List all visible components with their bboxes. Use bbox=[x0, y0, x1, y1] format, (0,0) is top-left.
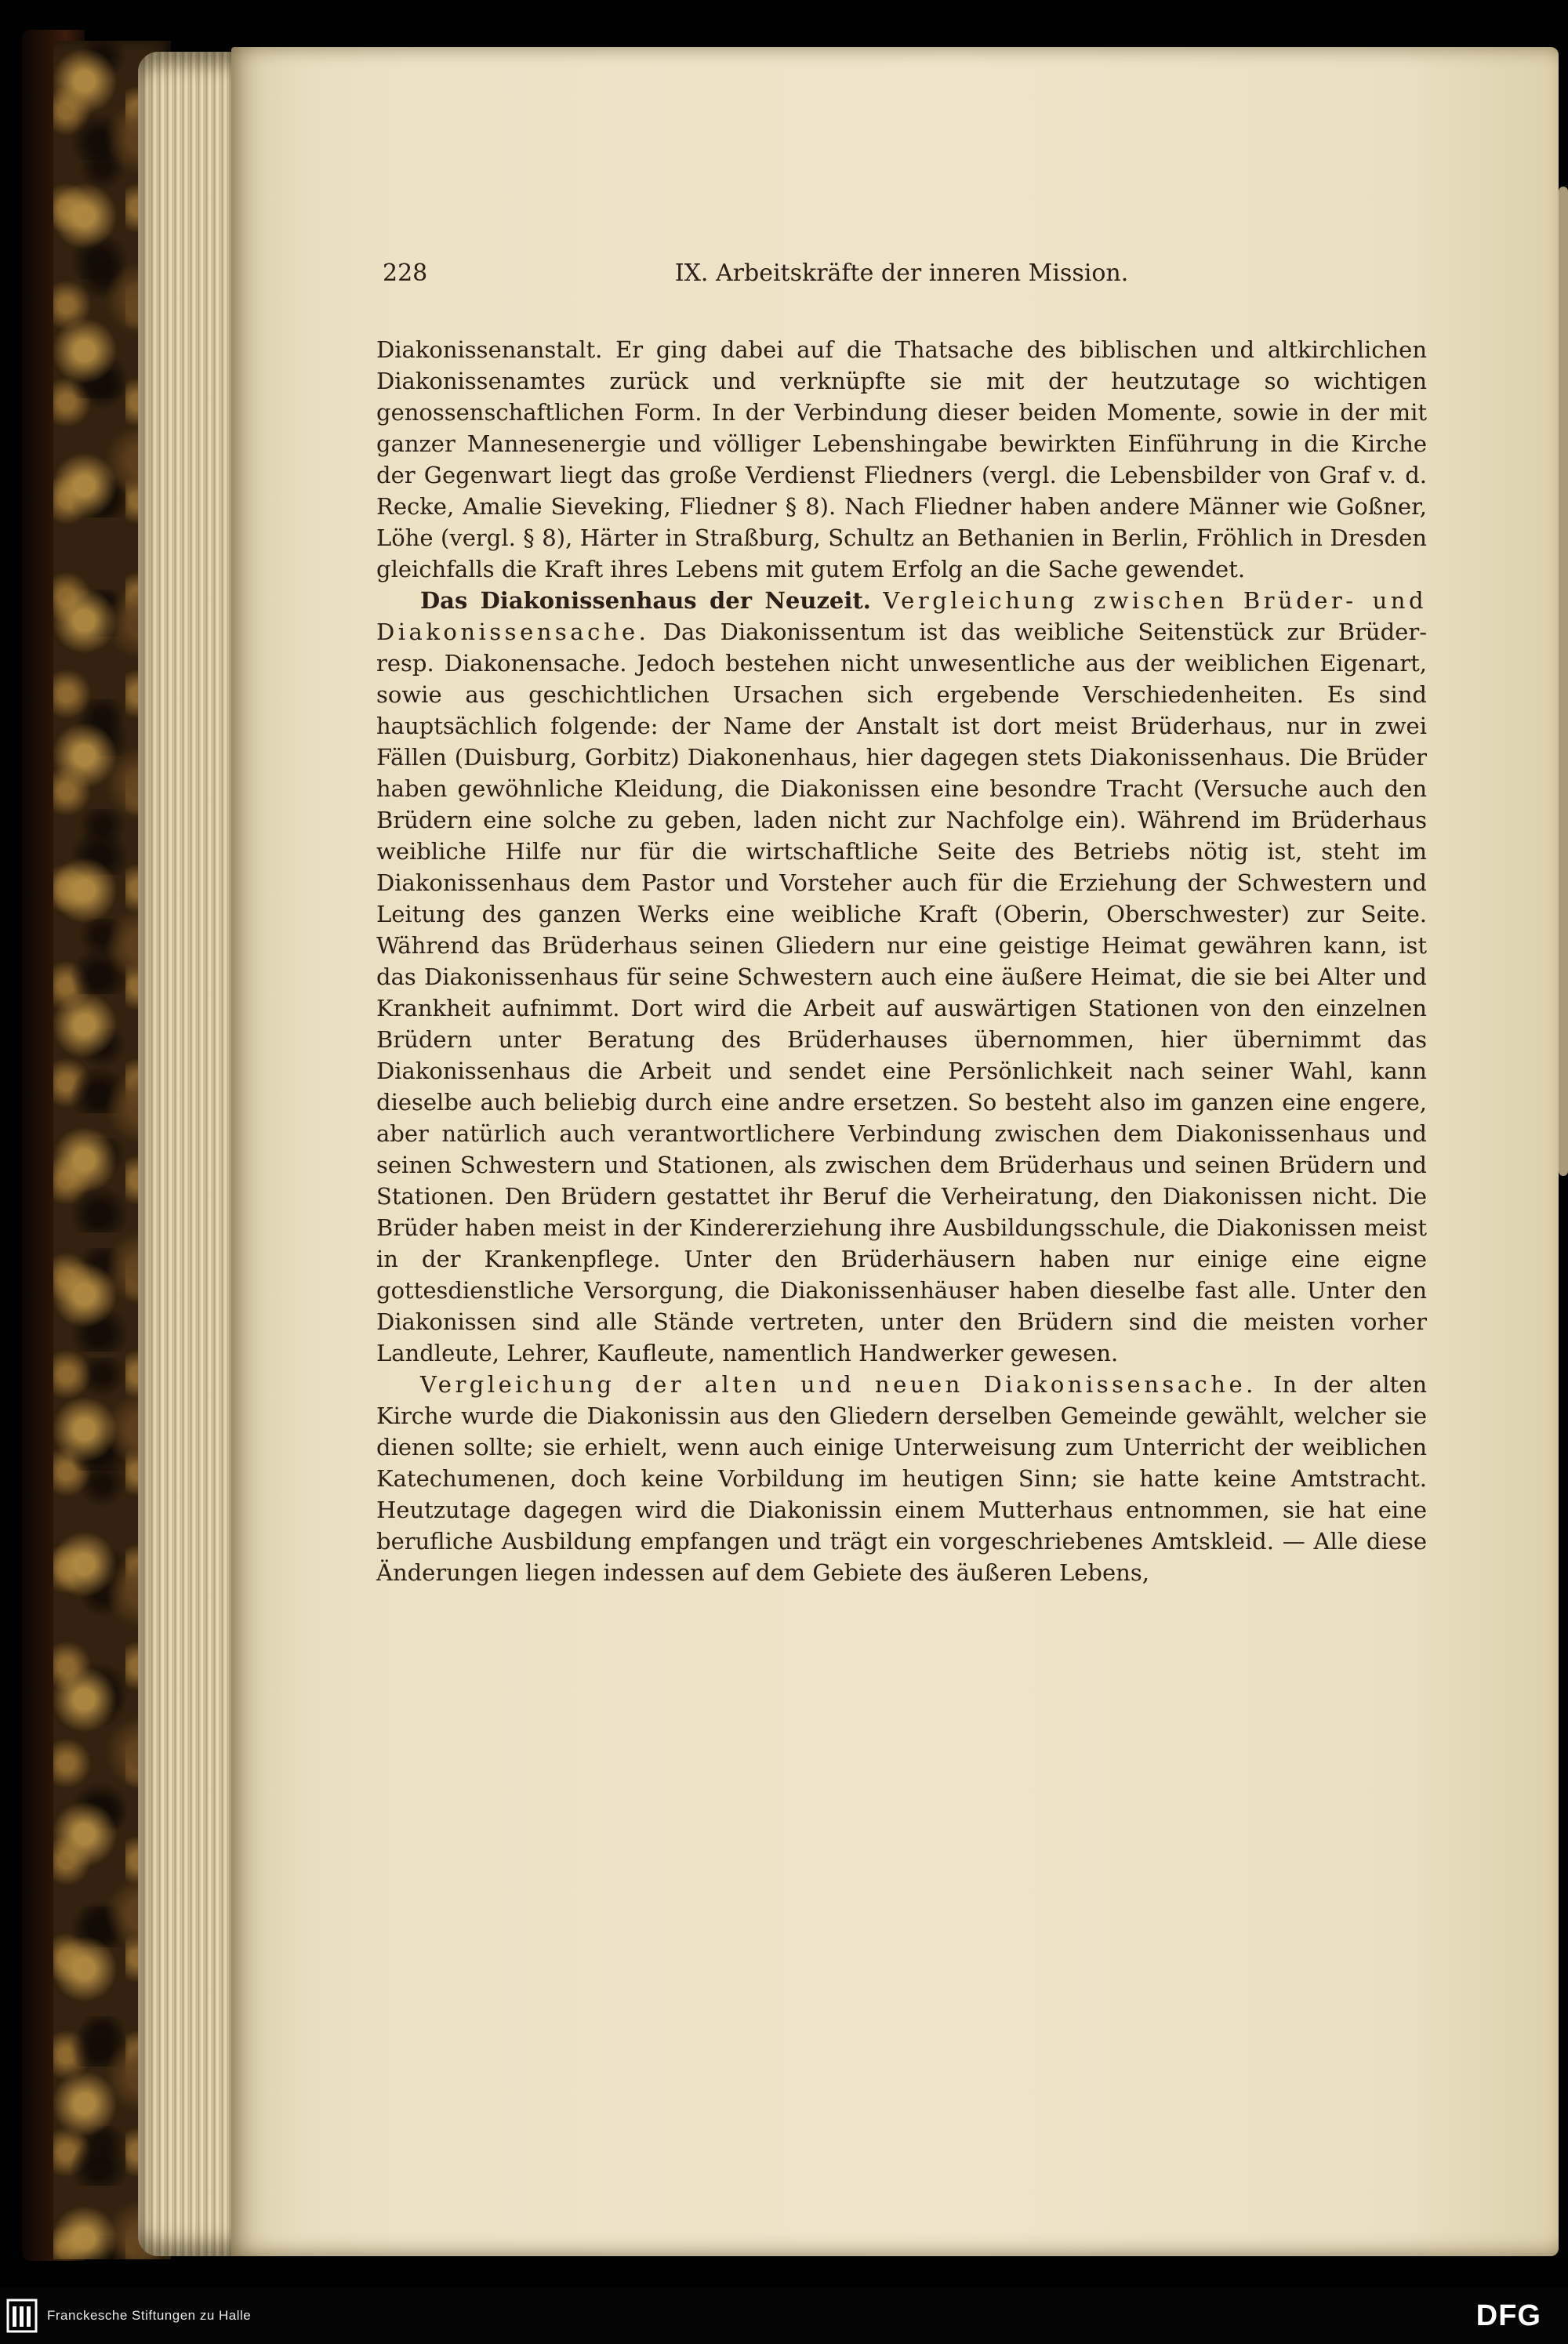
paragraph-subhead: Vergleichung zwischen Brüder- und Diakonissensache. bbox=[376, 587, 1428, 645]
dfg-logo: DFG bbox=[1475, 2299, 1541, 2332]
page-header bbox=[376, 257, 1427, 290]
running-title: IX. Arbeitskräfte der inneren Mission. bbox=[674, 259, 1129, 287]
printed-area bbox=[376, 257, 1427, 1588]
page-number: 228 bbox=[383, 259, 428, 287]
footer-institution bbox=[6, 2299, 251, 2333]
paragraph-text: Diakonissenanstalt. Er ging dabei auf die Thatsache des biblischen und altkirchlichen Diakonissenamtes zurück und verknüpfte sie mit der heutzutage so wichtigen genossenschaftlichen Form. In der Verbindung dieser beiden Momente, sowie in der mit ganzer Mannesenergie und völliger Lebenshingabe bewirkten Einführung in die Kirche der Gegenwart liegt das große Verdienst Fliedners (vergl. die Lebensbilder von Graf v. d. Recke, Amalie Sieveking, Fliedner § 8). Nach Fliedner haben andere Männer wie Goßner, Löhe (vergl. § 8), Härter in Straßburg, Schultz an Bethanien in Berlin, Fröhlich in Dresden gleichfalls die Kraft ihres Lebens mit gutem Erfolg an die Sache gewendet. bbox=[376, 336, 1427, 582]
paragraph bbox=[376, 1369, 1427, 1588]
book-page bbox=[231, 47, 1559, 2256]
paragraph-text: Das Diakonissentum ist das weibliche Seitenstück zur Brüder- resp. Diakonensache. Jedoch bestehen nicht unwesentliche aus der weiblichen Eigenart, sowie aus geschichtlichen Ursachen sich ergebende Verschiedenheiten. Es sind hauptsächlich folgende: der Name der Anstalt ist dort meist Brüderhaus, nur in zwei Fällen (Duisburg, Gorbitz) Diakonenhaus, hier dagegen stets Diakonissenhaus. Die Brüder haben gewöhnliche Kleidung, die Diakonissen eine besondre Tracht (Versuche auch den Brüdern eine solche zu geben, laden nicht zur Nachfolge ein). Während im Brüderhaus weibliche Hilfe nur für die wirtschaftliche Seite des Betriebs nötig ist, steht im Diakonissenhaus dem Pastor und Vorsteher auch für die Erziehung der Schwestern und Leitung des ganzen Werks eine weibliche Kraft (Oberin, Oberschwester) zur Seite. Während das Brüderhaus seinen Gliedern nur eine geistige Heimat gewähren kann, ist das Diakonissenhaus für seine Schwestern auch eine äußere Heimat, die sie bei Alter und Krankheit aufnimmt. Dort wird die Arbeit auf auswärtigen Stationen von den einzelnen Brüdern unter Beratung des Brüderhauses übernommen, hier übernimmt das Diakonissenhaus die Arbeit und sendet eine Persönlichkeit nach seiner Wahl, kann dieselbe auch beliebig durch eine andre ersetzen. So besteht also im ganzen eine engere, aber natürlich auch verantwortlichere Verbindung zwischen dem Diakonissenhaus und seinen Schwestern und Stationen, als zwischen dem Brüderhaus und seinen Brüdern und Stationen. Den Brüdern gestattet ihr Beruf die Verheiratung, den Diakonissen nicht. Die Brüder haben meist in der Kindererziehung ihre Ausbildungsschule, die Diakonissen meist in der Krankenpflege. Unter den Brüderhäusern haben nur einige eine eigne gottesdienstliche Versorgung, die Diakonissenhäuser haben dieselbe fast alle. Unter den Diakonissen sind alle Stände vertreten, unter den Brüdern sind die meisten vorher Landleute, Lehrer, Kaufleute, namentlich Handwerker gewesen. bbox=[376, 619, 1427, 1366]
page-edges bbox=[138, 52, 241, 2256]
page-text bbox=[376, 334, 1427, 1588]
paragraph bbox=[376, 585, 1427, 1369]
paragraph-text: In der alten Kirche wurde die Diakonissin aus den Gliedern derselben Gemeinde gewählt, welcher sie dienen sollte; sie erhielt, wenn auch einige Unterweisung zum Unterricht der weiblichen Katechumenen, doch keine Vorbildung im heutigen Sinn; sie hatte keine Amtstracht. Heutzutage dagegen wird die Diakonissin einem Mutterhaus entnommen, sie hat eine berufliche Ausbildung empfangen und trägt ein vorgeschriebenes Amtskleid. — Alle diese Änderungen liegen indessen auf dem Gebiete des äußeren Lebens, bbox=[376, 1371, 1427, 1586]
paragraph bbox=[376, 334, 1427, 585]
paragraph-lead: Das Diakonissenhaus der Neuzeit. bbox=[420, 587, 871, 614]
paragraph-subhead: Vergleichung der alten und neuen Diakonissensache. bbox=[420, 1371, 1257, 1398]
footer-institution-label: Franckesche Stiftungen zu Halle bbox=[47, 2308, 252, 2323]
opposite-page-edge bbox=[1559, 187, 1568, 1176]
viewer-footer bbox=[0, 2288, 1568, 2344]
francke-stiftungen-logo-icon bbox=[6, 2299, 38, 2333]
